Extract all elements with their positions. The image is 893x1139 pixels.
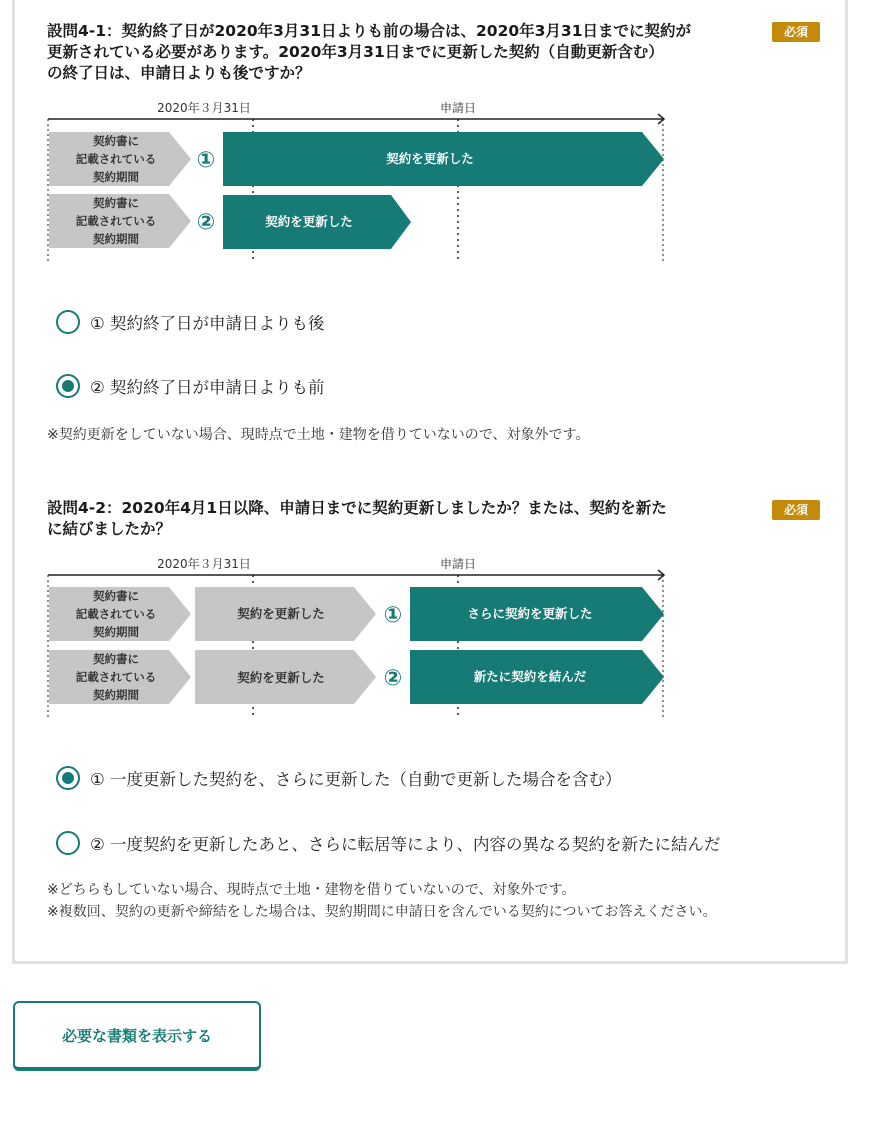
question-4-2-title	[47, 498, 667, 540]
period-text: 記載されている	[75, 670, 157, 684]
radio-button-selected[interactable]	[56, 766, 80, 790]
period-text: 契約期間	[93, 232, 139, 246]
period-text: 記載されている	[75, 152, 157, 166]
period-text: 契約書に	[93, 134, 139, 148]
q2-option-1[interactable]	[56, 763, 622, 793]
renewal-bar-2-label: 契約を更新した	[265, 214, 353, 229]
option-label: ② 一度契約を更新したあと、さらに転居等により、内容の異なる契約を新たに結んだ	[90, 835, 721, 854]
period-text: 記載されている	[75, 607, 157, 621]
period-text: 契約書に	[93, 589, 139, 603]
renewed-label: 契約を更新した	[237, 670, 325, 685]
question-4-1-line2: 更新されている必要があります。2020年3月31日までに更新した契約（自動更新含む）	[47, 43, 664, 61]
radio-button[interactable]	[56, 831, 80, 855]
period-text: 契約期間	[93, 170, 139, 184]
period-text: 契約書に	[93, 652, 139, 666]
show-required-documents-button[interactable]: 必要な書類を表示する	[13, 1001, 261, 1071]
apply-date-label: 申請日	[439, 557, 477, 571]
q1-note: ※契約更新をしていない場合、現時点で土地・建物を借りていないので、対象外です。	[47, 427, 590, 443]
date-label: 2020年３月31日	[157, 557, 251, 571]
renewed-label: 契約を更新した	[237, 606, 325, 621]
circle-number-2: ②	[196, 210, 216, 235]
q2-option-2[interactable]	[56, 828, 721, 858]
apply-date-label: 申請日	[439, 101, 477, 115]
option-label: ① 一度更新した契約を、さらに更新した（自動で更新した場合を含む）	[90, 770, 622, 789]
question-4-1-line3: の終了日は、申請日よりも後ですか？	[47, 64, 311, 82]
radio-button[interactable]	[56, 310, 80, 334]
question-4-2-diagram	[46, 553, 671, 725]
question-4-1-diagram	[46, 97, 671, 269]
q1-option-2[interactable]	[56, 371, 325, 401]
option-label: ① 契約終了日が申請日よりも後	[90, 314, 325, 333]
circle-number-1: ①	[196, 148, 216, 173]
date-label: 2020年３月31日	[157, 101, 251, 115]
q2-notes	[47, 879, 716, 923]
required-badge: 必須	[772, 500, 820, 520]
radio-button-selected[interactable]	[56, 374, 80, 398]
renewal-bar-1-label: 契約を更新した	[386, 151, 474, 166]
question-4-1-line1: 設問4-1：契約終了日が2020年3月31日よりも前の場合は、2020年3月31日までに契約が	[47, 22, 691, 40]
new-contract-label: 新たに契約を結んだ	[473, 669, 587, 684]
q2-note-1: ※どちらもしていない場合、現時点で土地・建物を借りていないので、対象外です。	[47, 882, 576, 898]
period-text: 記載されている	[75, 214, 157, 228]
question-4-2-line1: 設問4-2：2020年4月1日以降、申請日までに契約更新しましたか？または、契約を新た	[47, 499, 667, 517]
period-text: 契約期間	[93, 625, 139, 639]
period-text: 契約期間	[93, 688, 139, 702]
circle-number-2: ②	[383, 666, 403, 691]
q1-option-1[interactable]	[56, 307, 325, 337]
q2-note-2: ※複数回、契約の更新や締結をした場合は、契約期間に申請日を含んでいる契約についてお答えください。	[47, 904, 717, 920]
question-4-1-title	[47, 21, 691, 84]
option-label: ② 契約終了日が申請日よりも前	[90, 378, 325, 397]
question-4-2-line2: に結びましたか？	[47, 520, 172, 538]
required-badge: 必須	[772, 22, 820, 42]
circle-number-1: ①	[383, 603, 403, 628]
period-text: 契約書に	[93, 196, 139, 210]
further-renewal-label: さらに契約を更新した	[467, 606, 593, 621]
